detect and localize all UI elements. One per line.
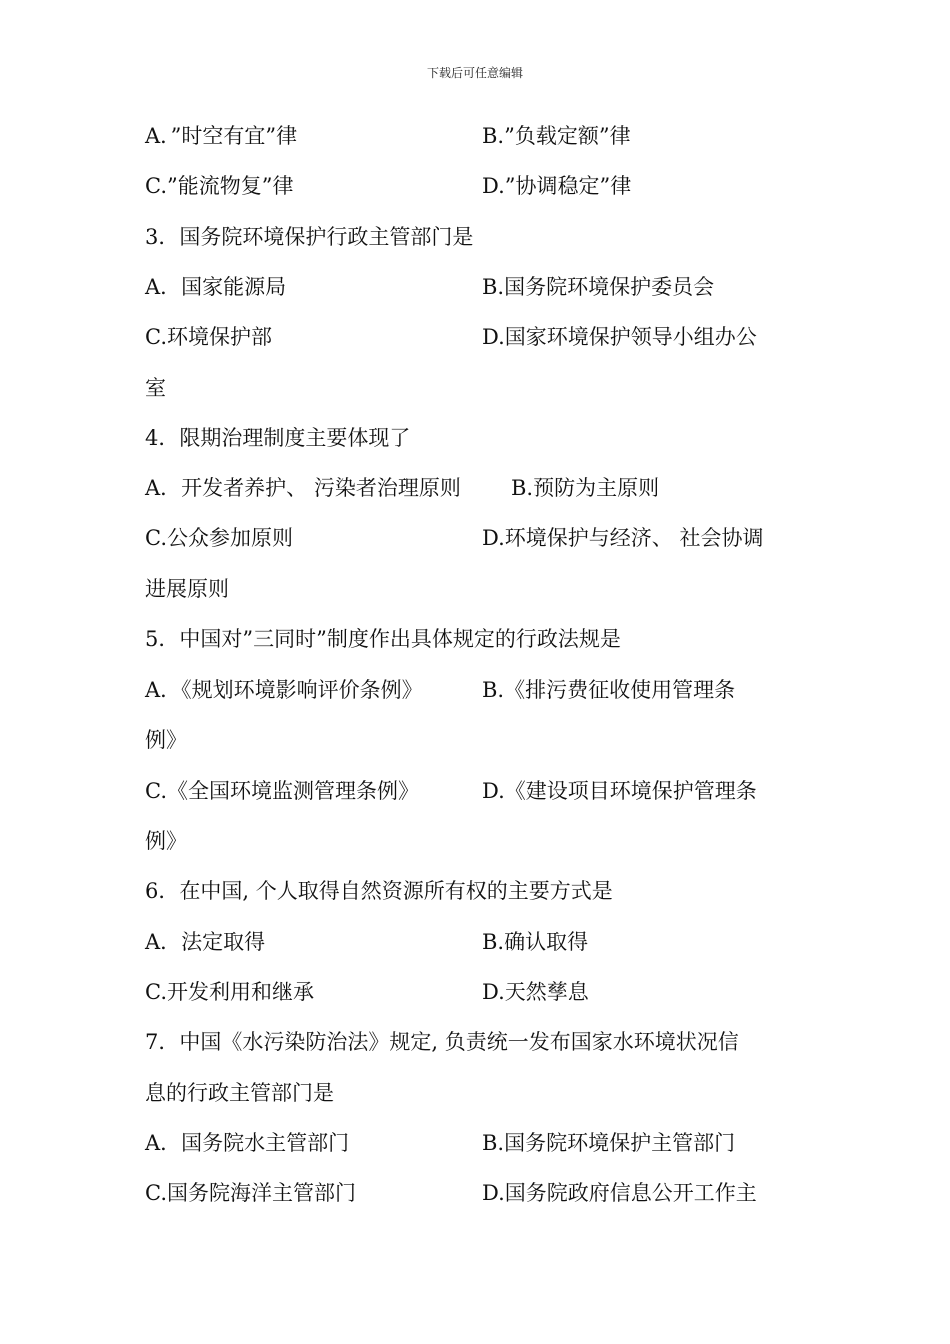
option-b: B.《排污费征收使用管理条 (482, 678, 736, 702)
option-continuation: 室 (145, 376, 166, 400)
option-a: A．开发者养护、 污染者治理原则 (145, 476, 461, 500)
option-b: B.国务院环境保护主管部门 (482, 1131, 736, 1155)
option-c: C.环境保护部 (145, 325, 272, 349)
option-d: D.”协调稳定”律 (482, 174, 632, 198)
option-a: A．国家能源局 (145, 275, 287, 299)
option-c: C.《全国环境监测管理条例》 (145, 779, 419, 803)
option-continuation: 进展原则 (145, 577, 229, 601)
question-stem: 6．在中国, 个人取得自然资源所有权的主要方式是 (145, 879, 613, 903)
option-c: C.国务院海洋主管部门 (145, 1181, 356, 1205)
option-c: C.”能流物复”律 (145, 174, 294, 198)
option-continuation: 例》 (145, 829, 187, 853)
option-b: B.预防为主原则 (511, 476, 660, 500)
option-d: D.天然孳息 (482, 980, 589, 1004)
option-d: D.环境保护与经济、 社会协调 (482, 526, 764, 550)
question-stem: 3．国务院环境保护行政主管部门是 (145, 225, 474, 249)
option-b: B.”负载定额”律 (482, 124, 631, 148)
option-d: D.国家环境保护领导小组办公 (482, 325, 757, 349)
option-c: C.公众参加原则 (145, 526, 293, 550)
option-d: D.国务院政府信息公开工作主 (482, 1181, 757, 1205)
option-a: A．法定取得 (145, 930, 266, 954)
question-stem: 4．限期治理制度主要体现了 (145, 426, 411, 450)
option-b: B.国务院环境保护委员会 (482, 275, 715, 299)
question-stem: 7．中国《水污染防治法》规定, 负责统一发布国家水环境状况信 (145, 1030, 739, 1054)
option-a: A．《规划环境影响评价条例》 (145, 678, 423, 702)
option-b: B.确认取得 (482, 930, 589, 954)
option-a: A．”时空有宜”律 (145, 124, 298, 148)
option-continuation: 例》 (145, 728, 187, 752)
option-a: A．国务院水主管部门 (145, 1131, 350, 1155)
option-d: D.《建设项目环境保护管理条 (482, 779, 757, 803)
question-stem-continuation: 息的行政主管部门是 (145, 1081, 334, 1105)
page-header: 下载后可任意编辑 (426, 66, 523, 80)
question-stem: 5．中国对”三同时”制度作出具体规定的行政法规是 (145, 627, 621, 651)
option-c: C.开发利用和继承 (145, 980, 314, 1004)
